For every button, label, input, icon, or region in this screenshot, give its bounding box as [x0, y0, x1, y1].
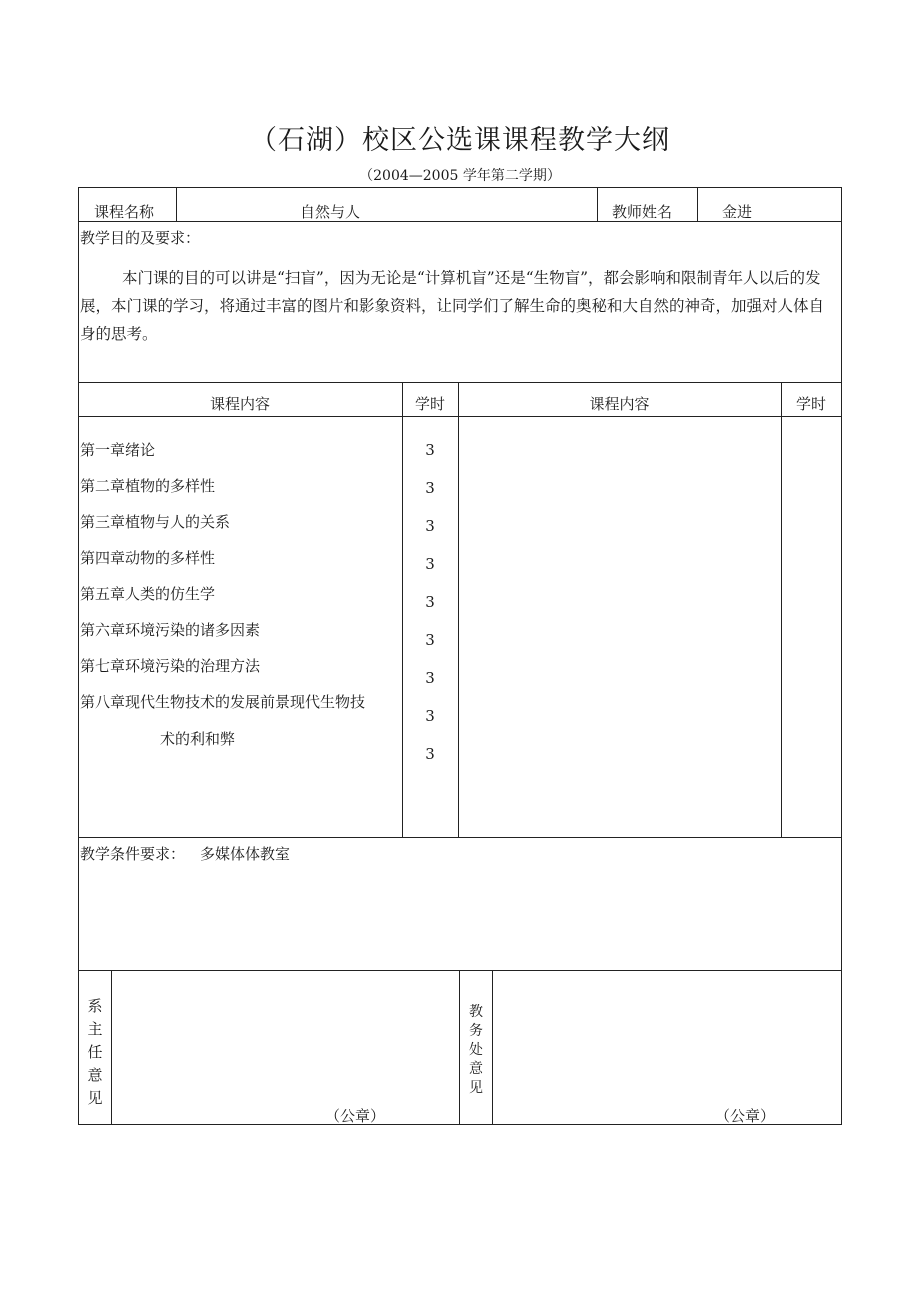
objectives-text: 本门课的目的可以讲是“扫盲”，因为无论是“计算机盲”还是“生物盲”，都会影响和限制青年人以后的发展，本门课的学习，将通过丰富的图片和影象资料，让同学们了解生命的奥秘和大自然的神奇，加强对人体自身的思考。	[80, 269, 825, 343]
course-name-value: 自然与人	[300, 203, 361, 221]
hours-cell: 3	[425, 593, 435, 611]
chapter-item: 第八章现代生物技术的发展前景现代生物技	[80, 693, 366, 711]
hours-cell: 3	[425, 517, 435, 535]
chapter-item: 术的利和弊	[160, 730, 236, 748]
col-content-right: 课程内容	[589, 395, 650, 413]
hours-cell: 3	[425, 479, 435, 497]
hours-cell: 3	[425, 555, 435, 573]
conditions-label: 教学条件要求：	[80, 845, 186, 863]
hours-cell: 3	[425, 707, 435, 725]
teacher-name-label: 教师姓名	[612, 203, 673, 221]
seal-left: （公章）	[325, 1107, 386, 1125]
objectives-label: 教学目的及要求：	[80, 229, 201, 247]
chapter-item: 第四章动物的多样性	[80, 549, 216, 567]
hours-cell: 3	[425, 631, 435, 649]
hours-cell: 3	[425, 745, 435, 763]
academic-office-opinion-label: 教 务 处 意 见	[469, 1004, 483, 1096]
page-title: （石湖）校区公选课课程教学大纲	[250, 125, 670, 156]
dept-head-opinion-label: 系 主 任 意 见	[87, 997, 103, 1107]
chapter-item: 第三章植物与人的关系	[80, 513, 231, 531]
chapter-item: 第七章环境污染的治理方法	[80, 657, 261, 675]
col-content-left: 课程内容	[209, 395, 270, 413]
seal-right: （公章）	[715, 1107, 776, 1125]
chapter-item: 第五章人类的仿生学	[80, 585, 216, 603]
chapter-item: 第六章环境污染的诸多因素	[80, 621, 261, 639]
page-subtitle: （2004—2005 学年第二学期）	[359, 168, 561, 184]
course-name-label: 课程名称	[94, 203, 155, 221]
teacher-name-value: 金进	[722, 203, 753, 221]
col-hours-right: 学时	[795, 395, 826, 413]
conditions-value: 多媒体体教室	[200, 845, 291, 863]
chapter-item: 第一章绪论	[80, 441, 156, 459]
col-hours-left: 学时	[414, 395, 445, 413]
hours-cell: 3	[425, 669, 435, 687]
chapter-item: 第二章植物的多样性	[80, 477, 216, 495]
hours-cell: 3	[425, 441, 435, 459]
